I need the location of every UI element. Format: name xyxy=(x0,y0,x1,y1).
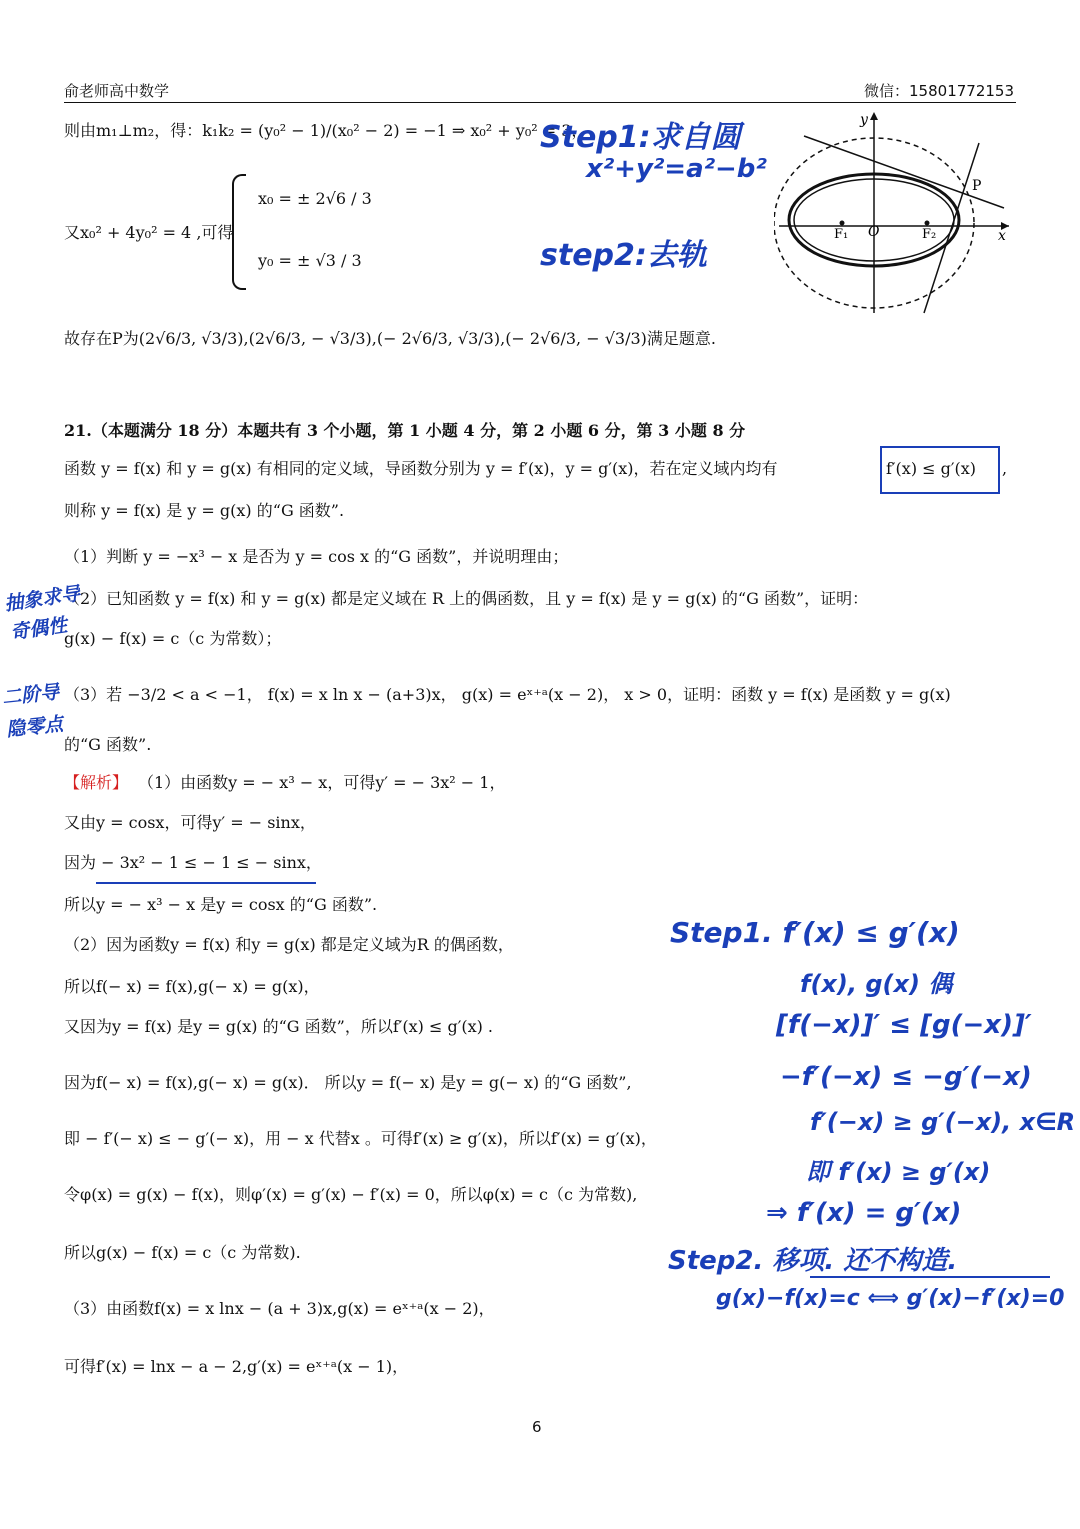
top-line-1: 则由m₁⊥m₂，得：k₁k₂ = (y₀² − 1)/(x₀² − 2) = −1 ⇒ x₀² + y₀² = 3， xyxy=(64,121,588,140)
handwriting-underline-right xyxy=(810,1276,1050,1278)
y-label: y xyxy=(860,112,868,128)
problem-21-stem-1: 函数 y = f(x) 和 y = g(x) 有相同的定义域，导函数分别为 y = f′(x)，y = g′(x)，若在定义域内均有 xyxy=(64,459,778,478)
problem-21-title: 21.（本题满分 18 分）本题共有 3 个小题，第 1 小题 4 分，第 2 小题 6 分，第 3 小题 8 分 xyxy=(64,421,746,440)
header-right: 微信：15801772153 xyxy=(864,82,1014,100)
o-label: O xyxy=(868,224,880,240)
question-3-b: 的“G 函数”. xyxy=(64,735,152,754)
handwriting-right-2: f(x), g(x) 偶 xyxy=(800,970,953,998)
handwriting-right-5: f′(−x) ≥ g′(−x), x∈R xyxy=(810,1108,1076,1136)
solution-line-2: 又由y = cosx，可得y′ = − sinx， xyxy=(64,813,316,832)
problem-21-stem-2: 则称 y = f(x) 是 y = g(x) 的“G 函数”. xyxy=(64,501,345,520)
focus-f2 xyxy=(925,221,930,226)
solution-line-7: 又因为y = f(x) 是y = g(x) 的“G 函数”，所以f′(x) ≤ g′(x) . xyxy=(64,1017,494,1036)
solution-line-13: 可得f′(x) = lnx − a − 2,g′(x) = eˣ⁺ᵃ(x − 1)， xyxy=(64,1357,409,1376)
solution-line-9: 即 − f′(− x) ≤ − g′(− x)，用 − x 代替x 。可得f′(x) ≥ g′(x)，所以f′(x) = g′(x)， xyxy=(64,1129,657,1148)
header-rule xyxy=(64,102,1016,103)
focus-f1 xyxy=(840,221,845,226)
ellipse-figure xyxy=(774,108,1014,318)
handwriting-right-8: Step2. 移项. 还不构造. xyxy=(668,1246,958,1276)
handwriting-right-6: 即 f′(x) ≥ g′(x) xyxy=(806,1158,991,1186)
solution-line-6: 所以f(− x) = f(x),g(− x) = g(x)， xyxy=(64,977,320,996)
question-1: （1）判断 y = −x³ − x 是否为 y = cos x 的“G 函数”，并说明理由； xyxy=(64,547,569,566)
tangent-line-1 xyxy=(804,136,1004,208)
handwriting-right-1: Step1. f′(x) ≤ g′(x) xyxy=(670,916,960,949)
system-y: y₀ = ± √3 / 3 xyxy=(258,251,362,270)
solution-tag: 【解析】 xyxy=(64,773,129,792)
question-2-a: （2）已知函数 y = f(x) 和 y = g(x) 都是定义域在 R 上的偶函数，且 y = f(x) 是 y = g(x) 的“G 函数”，证明： xyxy=(64,589,869,608)
solution-line-12: （3）由函数f(x) = x lnx − (a + 3)x,g(x) = eˣ⁺ᵃ(x − 2)， xyxy=(64,1299,495,1318)
handwriting-right-9: g(x)−f(x)=c ⟺ g′(x)−f′(x)=0 xyxy=(716,1286,1065,1311)
handwriting-left-1: 抽象求导 xyxy=(3,582,82,616)
header-left: 俞老师高中数学 xyxy=(64,82,170,100)
top-line-2-prefix: 又x₀² + 4y₀² = 4 ,可得 xyxy=(64,223,234,242)
handwriting-top-3: step2:去轨 xyxy=(540,238,707,273)
handwriting-left-3: 二阶导 xyxy=(1,681,61,709)
x-label: x xyxy=(998,228,1006,244)
handwriting-top-1: Step1:求自圆 xyxy=(540,120,741,155)
solution-line-4: 所以y = − x³ − x 是y = cosx 的“G 函数”. xyxy=(64,895,378,914)
solution-line-3: 因为 − 3x² − 1 ≤ − 1 ≤ − sinx， xyxy=(64,853,322,872)
handwriting-right-3: [f(−x)]′ ≤ [g(−x)]′ xyxy=(776,1010,1032,1040)
f1-label: F₁ xyxy=(834,227,849,242)
p-label: P xyxy=(972,178,982,194)
solution-line-1: （1）由函数y = − x³ − x，可得y′ = − 3x² − 1， xyxy=(138,773,506,792)
y-axis-arrow xyxy=(870,112,878,120)
handwriting-left-2: 奇偶性 xyxy=(8,614,69,644)
handwriting-top-2: x²+y²=a²−b² xyxy=(586,154,767,184)
question-2-b: g(x) − f(x) = c（c 为常数）； xyxy=(64,629,282,648)
solution-line-5: （2）因为函数y = f(x) 和y = g(x) 都是定义域为R 的偶函数， xyxy=(64,935,514,954)
question-3-a: （3）若 −3/2 < a < −1， f(x) = x ln x − (a+3)x， g(x) = eˣ⁺ᵃ(x − 2)， x > 0，证明：函数 y = f(x) 是函数 y = g(x) xyxy=(64,685,951,704)
handwriting-right-7: ⇒ f′(x) = g′(x) xyxy=(766,1198,962,1228)
handwriting-left-4: 隐零点 xyxy=(5,713,65,741)
problem-21-stem-end: , xyxy=(1002,459,1008,478)
f2-label: F₂ xyxy=(922,227,937,242)
handwriting-right-4: −f′(−x) ≤ −g′(−x) xyxy=(780,1062,1032,1092)
solution-line-8: 因为f(− x) = f(x),g(− x) = g(x)． 所以y = f(− x) 是y = g(− x) 的“G 函数”, xyxy=(64,1073,632,1092)
system-brace xyxy=(232,174,246,290)
handwritten-underline xyxy=(96,882,316,884)
handwritten-box xyxy=(880,446,1000,494)
top-line-3: 故存在P为(2√6/3, √3/3),(2√6/3, − √3/3),(− 2√6/3, √3/3),(− 2√6/3, − √3/3)满足题意. xyxy=(64,329,716,348)
solution-line-11: 所以g(x) − f(x) = c（c 为常数). xyxy=(64,1243,301,1262)
solution-line-10: 令φ(x) = g(x) − f(x)，则φ′(x) = g′(x) − f′(x) = 0，所以φ(x) = c（c 为常数), xyxy=(64,1185,638,1204)
problem-21-stem-boxed: f′(x) ≤ g′(x) xyxy=(886,459,977,478)
page-number: 6 xyxy=(532,1418,542,1436)
system-x: x₀ = ± 2√6 / 3 xyxy=(258,189,372,208)
